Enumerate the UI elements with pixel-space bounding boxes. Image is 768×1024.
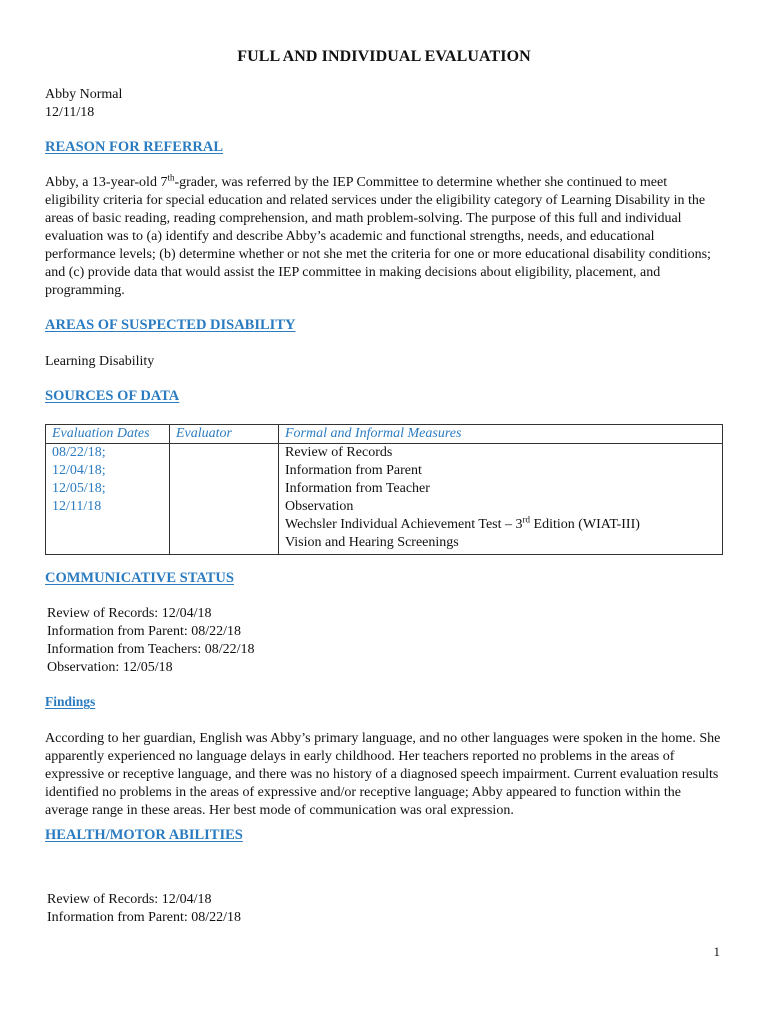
measure-item: Vision and Hearing Screenings bbox=[285, 535, 459, 550]
column-header-dates: Evaluation Dates bbox=[46, 425, 170, 444]
measure-item: Information from Parent bbox=[285, 463, 422, 478]
measures-cell bbox=[279, 444, 723, 555]
sources-table bbox=[45, 424, 723, 555]
sources-of-data-heading: SOURCES OF DATA bbox=[45, 388, 180, 404]
list-item: Observation: 12/05/18 bbox=[47, 660, 173, 675]
measure-item: Observation bbox=[285, 499, 354, 514]
list-item: Information from Parent: 08/22/18 bbox=[47, 910, 242, 925]
measure-item: Review of Records bbox=[285, 445, 393, 460]
page-number: 1 bbox=[713, 944, 720, 959]
evaluation-dates-cell bbox=[46, 444, 170, 555]
evaluator-cell bbox=[170, 444, 279, 555]
column-header-evaluator: Evaluator bbox=[170, 425, 279, 444]
document-title: FULL AND INDIVIDUAL EVALUATION bbox=[237, 48, 531, 65]
referral-text-rest: -grader, was referred by the IEP Committee to determine whether she continued to meet eligibility criteria for special education and related services under the eligibility category of Learning Disability in the areas of basic reading, reading comprehension, and math problem-solving. The purpose of this full and individual evaluation was to (a) identify and describe Abby’s academic and functional strengths, needs, and educational performance levels; (b) determine whether or not she met the criteria for one or more educational disability conditions; and (c) provide data that would assist the IEP committee in making decisions about eligibility, placement, and programming. bbox=[45, 175, 711, 298]
table-header-row bbox=[46, 425, 723, 444]
table-row bbox=[46, 444, 723, 555]
ordinal-suffix: th bbox=[167, 172, 175, 183]
suspected-disability-value: Learning Disability bbox=[45, 354, 155, 369]
findings-heading: Findings bbox=[45, 694, 96, 709]
evaluation-date: 12/05/18; bbox=[52, 481, 106, 496]
list-item: Review of Records: 12/04/18 bbox=[47, 892, 212, 907]
reason-for-referral-text bbox=[45, 174, 725, 300]
evaluation-date: 12/11/18 bbox=[52, 499, 102, 514]
communicative-sources-list bbox=[47, 605, 255, 677]
student-name: Abby Normal bbox=[45, 87, 123, 102]
list-item: Information from Teachers: 08/22/18 bbox=[47, 642, 255, 657]
health-motor-heading: HEALTH/MOTOR ABILITIES bbox=[45, 827, 243, 843]
findings-text: According to her guardian, English was Abby’s primary language, and no other languages were spoken in the home. She apparently experienced no language delays in early childhood. Her teachers reported no problems in the areas of expressive or receptive language, and there was no history of a diagnosed speech impairment. Current evaluation results identified no problems in the areas of expressive and/or receptive language; Abby appeared to function within the average range in these areas. Her best mode of communication was oral expression. bbox=[45, 731, 721, 818]
suspected-disability-heading: AREAS OF SUSPECTED DISABILITY bbox=[45, 317, 296, 333]
column-header-measures: Formal and Informal Measures bbox=[279, 425, 723, 444]
referral-text-start: Abby, a 13-year-old 7 bbox=[45, 175, 168, 190]
measure-item: Information from Teacher bbox=[285, 481, 430, 496]
list-item: Review of Records: 12/04/18 bbox=[47, 606, 212, 621]
reason-for-referral-heading: REASON FOR REFERRAL bbox=[45, 139, 224, 155]
wiat-text-start: Wechsler Individual Achievement Test – 3 bbox=[285, 517, 523, 532]
measure-item-wiat bbox=[285, 516, 716, 534]
evaluation-date: 12/04/18; bbox=[52, 463, 106, 478]
wiat-ordinal-suffix: rd bbox=[522, 514, 531, 525]
communicative-status-heading: COMMUNICATIVE STATUS bbox=[45, 570, 234, 586]
evaluation-date: 08/22/18; bbox=[52, 445, 106, 460]
report-date: 12/11/18 bbox=[45, 105, 95, 120]
list-item: Information from Parent: 08/22/18 bbox=[47, 624, 242, 639]
health-motor-sources-list bbox=[47, 891, 241, 927]
wiat-text-rest: Edition (WIAT-III) bbox=[530, 517, 640, 532]
